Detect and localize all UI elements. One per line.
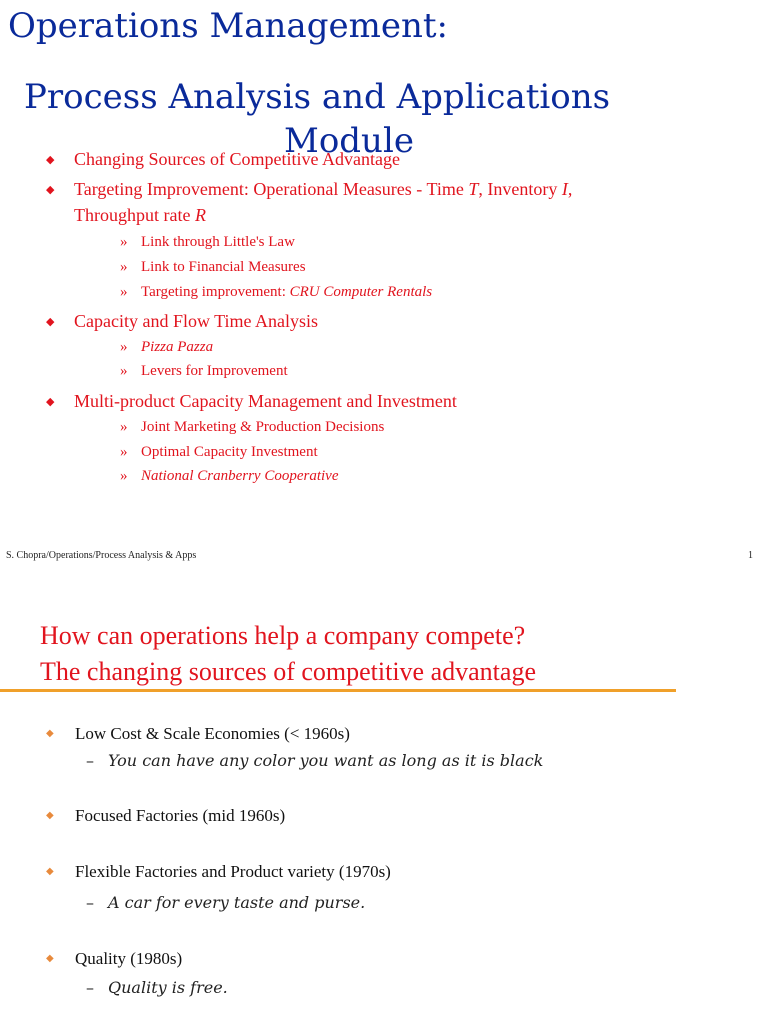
bullet-text: , Inventory	[478, 179, 562, 199]
sub-item-text: Link to Financial Measures	[141, 259, 306, 275]
sub-item	[86, 891, 365, 915]
sub-item-text: Joint Marketing & Production Decisions	[141, 419, 385, 435]
dash-bullet-icon: –	[86, 978, 94, 997]
diamond-bullet-icon: ◆	[46, 728, 54, 739]
chevron-bullet-icon: »	[120, 234, 128, 250]
sub-item	[120, 336, 213, 358]
sub-item-text: Optimal Capacity Investment	[141, 444, 318, 460]
bullet-text-italic: R	[194, 205, 206, 225]
diamond-bullet-icon: ◆	[46, 184, 55, 196]
diamond-bullet-icon: ◆	[46, 866, 54, 877]
chevron-bullet-icon: »	[120, 444, 128, 460]
diamond-bullet-icon: ◆	[46, 953, 54, 964]
chevron-bullet-icon: »	[120, 339, 128, 355]
bullet-text: Throughput rate	[74, 205, 195, 225]
bullet-text: Focused Factories (mid 1960s)	[75, 806, 286, 825]
sub-item	[120, 360, 288, 382]
chevron-bullet-icon: »	[120, 259, 128, 275]
slide-1-title-line-2: Process Analysis and Applications	[24, 77, 611, 117]
bullet-text-italic: I	[561, 179, 568, 199]
sub-item-text: Quality is free.	[108, 978, 228, 997]
slide-1-title-line-3: Module	[284, 121, 414, 161]
diamond-bullet-icon: ◆	[46, 316, 55, 328]
slide-2	[0, 588, 768, 1024]
bullet-text: Flexible Factories and Product variety (1970s)	[75, 862, 391, 881]
chevron-bullet-icon: »	[120, 468, 128, 484]
bullet-continuation	[74, 202, 206, 228]
bullet-item	[46, 308, 318, 335]
bullet-item	[46, 860, 391, 884]
sub-item-text: A car for every taste and purse.	[108, 893, 366, 912]
slide-2-title-line-2: The changing sources of competitive advantage	[40, 657, 536, 686]
dash-bullet-icon: –	[86, 893, 94, 912]
sub-item	[120, 231, 295, 253]
sub-item-text: Levers for Improvement	[141, 363, 288, 379]
sub-item-text-italic: Pizza Pazza	[141, 339, 214, 355]
slide-2-title-line-1: How can operations help a company compete?	[40, 621, 526, 650]
diamond-bullet-icon: ◆	[46, 154, 55, 166]
title-divider	[0, 689, 676, 692]
chevron-bullet-icon: »	[120, 419, 128, 435]
bullet-text: Changing Sources of Competitive Advantage	[74, 149, 400, 169]
slide-1-title-line-1: Operations Management:	[8, 6, 448, 46]
sub-item	[86, 749, 543, 773]
sub-item	[120, 256, 306, 278]
sub-item	[120, 441, 318, 463]
bullet-item	[46, 722, 350, 746]
chevron-bullet-icon: »	[120, 284, 128, 300]
sub-item	[120, 465, 339, 487]
bullet-item	[46, 947, 182, 971]
page-number: 1	[748, 550, 753, 561]
sub-item	[86, 976, 228, 1000]
bullet-text: Quality (1980s)	[75, 949, 183, 968]
sub-item-text: Targeting improvement:	[141, 284, 290, 300]
bullet-item	[46, 388, 457, 415]
bullet-text: ,	[567, 179, 573, 199]
bullet-item	[46, 176, 572, 203]
slide-footer: S. Chopra/Operations/Process Analysis & Apps	[6, 550, 197, 561]
diamond-bullet-icon: ◆	[46, 810, 54, 821]
sub-item-text-italic: CRU Computer Rentals	[289, 284, 433, 300]
bullet-text: Capacity and Flow Time Analysis	[74, 311, 319, 331]
bullet-item	[46, 146, 400, 173]
bullet-text: Multi-product Capacity Management and Investment	[74, 391, 457, 411]
bullet-text: Targeting Improvement: Operational Measures - Time	[74, 179, 469, 199]
sub-item-text-italic: National Cranberry Cooperative	[141, 468, 339, 484]
sub-item	[120, 281, 432, 303]
bullet-item	[46, 804, 285, 828]
sub-item-text: Link through Little's Law	[141, 234, 295, 250]
sub-item	[120, 416, 384, 438]
bullet-text: Low Cost & Scale Economies (< 1960s)	[75, 724, 350, 743]
diamond-bullet-icon: ◆	[46, 396, 55, 408]
dash-bullet-icon: –	[86, 751, 94, 770]
bullet-text-italic: T	[468, 179, 479, 199]
sub-item-text: You can have any color you want as long as it is black	[108, 751, 544, 770]
chevron-bullet-icon: »	[120, 363, 128, 379]
